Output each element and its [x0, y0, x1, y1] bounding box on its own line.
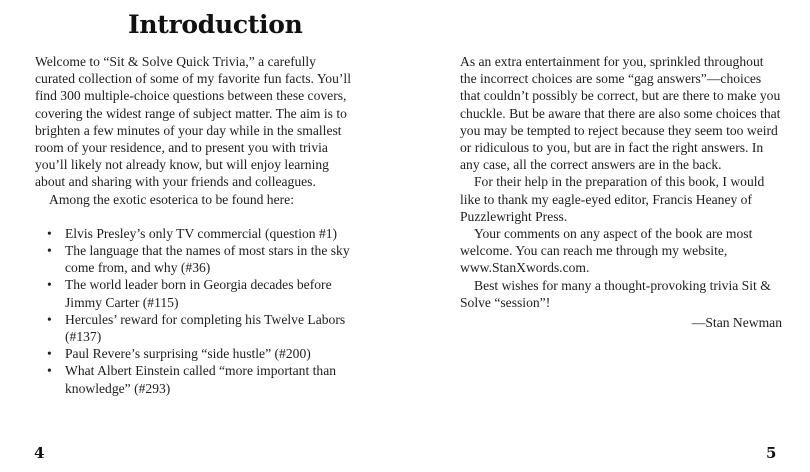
thanks-paragraph: For their help in the preparation of this book, I would like to thank my eagle-eyed editor, Francis Heaney of Puzzlewright Press. — [460, 174, 765, 224]
list-item — [47, 345, 357, 362]
list-item — [47, 362, 357, 396]
page-number-right: 5 — [766, 444, 777, 462]
gag-answers-paragraph: As an extra entertainment for you, sprinkled throughout the incorrect choices are some “gag answers”—choices that couldn’t possibly be correct, but are there to make you chuckle. But be aware that there are also some choices that you may be tempted to reject because they seem too weird or ridiculous to you, but are in fact the right answers. In any case, all the correct answers are in the back. — [460, 54, 781, 173]
bullet-icon: • — [47, 346, 52, 362]
bullet-icon: • — [47, 243, 52, 259]
bullet-icon: • — [47, 277, 52, 293]
right-body-text — [460, 53, 782, 331]
list-item-text: The language that the names of most stars in the sky come from, and why (#36) — [65, 243, 350, 276]
bullet-icon: • — [47, 225, 52, 241]
bullet-icon: • — [47, 363, 52, 379]
list-item — [47, 276, 357, 310]
list-item — [47, 225, 357, 242]
esoterica-lead-paragraph: Among the exotic esoterica to be found here: — [49, 191, 294, 207]
esoterica-bullet-list — [35, 225, 357, 397]
list-item-text: Paul Revere’s surprising “side hustle” (#200) — [65, 346, 311, 362]
comments-paragraph: Your comments on any aspect of the book are most welcome. You can reach me through my website, www.StanXwords.com. — [460, 226, 753, 276]
list-item-text: What Albert Einstein called “more important than knowledge” (#293) — [65, 363, 337, 396]
page-title: Introduction — [128, 10, 303, 39]
list-item-text: Elvis Presley’s only TV commercial (question #1) — [65, 225, 338, 241]
list-item — [47, 311, 357, 345]
list-item-text: The world leader born in Georgia decades before Jimmy Carter (#115) — [65, 277, 332, 310]
intro-paragraph: Welcome to “Sit & Solve Quick Trivia,” a carefully curated collection of some of my favorite fun facts. You’ll find 300 multiple-choice questions between these covers, covering the widest range of subject matter. The aim is to brighten a few minutes of your day while in the smallest room of your residence, and to present you with trivia you’ll likely not already know, but will enjoy learning about and sharing with your friends and colleagues. — [35, 54, 351, 190]
right-page — [405, 0, 810, 472]
list-item-text: Hercules’ reward for completing his Twelve Labors (#137) — [65, 311, 346, 345]
best-wishes-paragraph: Best wishes for many a thought-provoking trivia Sit & Solve “session”! — [460, 277, 771, 310]
author-signature: —Stan Newman — [691, 315, 782, 331]
page-number-left: 4 — [34, 444, 45, 462]
list-item — [47, 242, 357, 276]
bullet-icon: • — [47, 311, 52, 327]
left-body-text — [35, 53, 357, 397]
